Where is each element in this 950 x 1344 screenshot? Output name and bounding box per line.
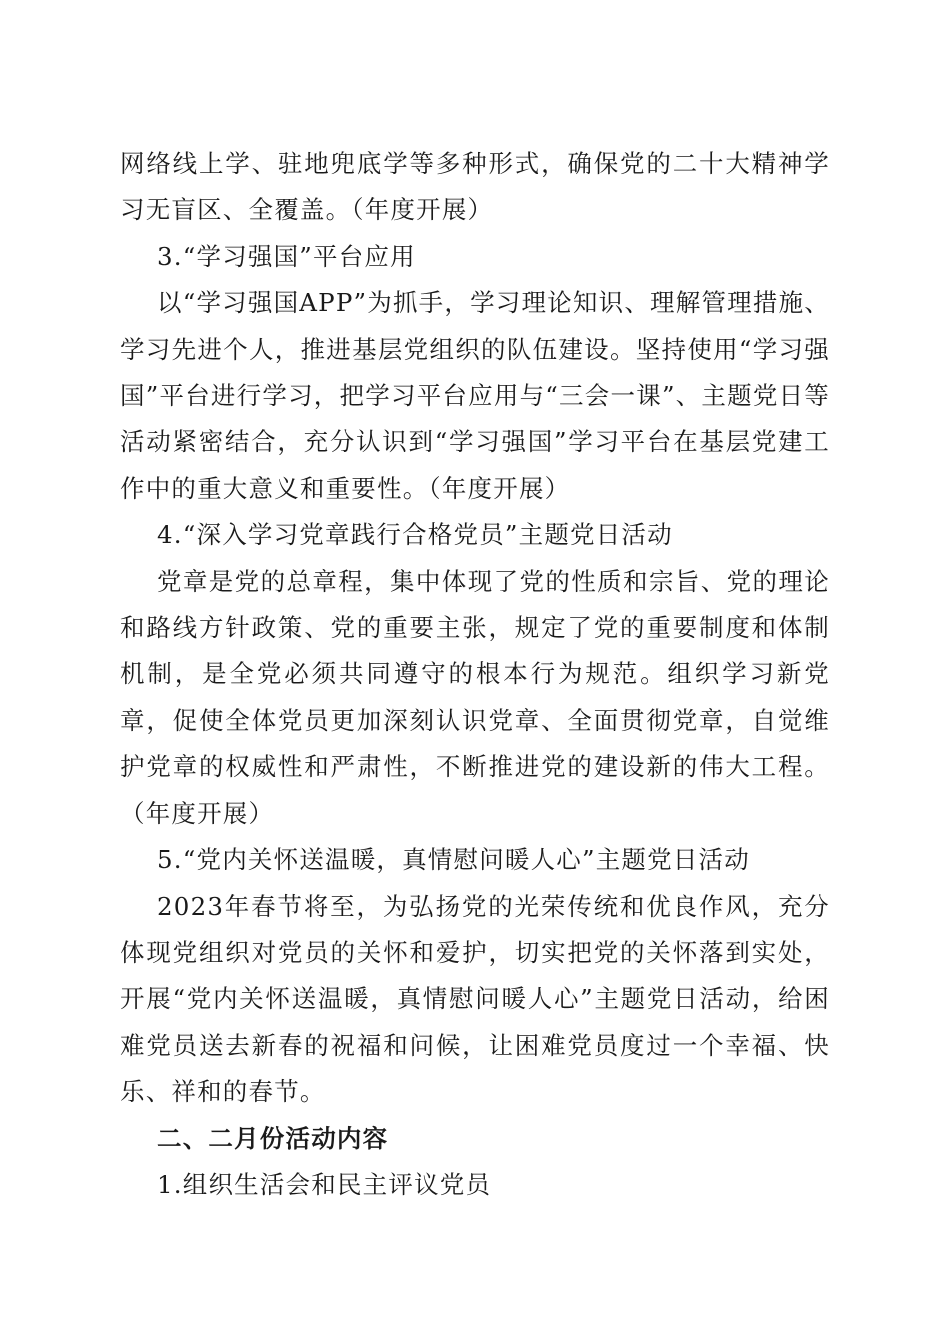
paragraph-4: 党章是党的总章程，集中体现了党的性质和宗旨、党的理论和路线方针政策、党的重要主张，规定了党的重要制度和体制机制，是全党必须共同遵守的根本行为规范。组织学习新党章，促使全体党员更加深刻认识党章、全面贯彻党章，自觉维护党章的权威性和严肃性，不断推进党的建设新的伟大工程。（年度开展）: [120, 566, 830, 828]
item-heading-3: 3.“学习强国”平台应用: [157, 241, 416, 271]
paragraph-3: 以“学习强国APP”为抓手，学习理论知识、理解管理措施、学习先进个人，推进基层党组织的队伍建设。坚持使用“学习强国”平台进行学习，把学习平台应用与“三会一课”、主题党日等活动紧密结合，充分认识到“学习强国”学习平台在基层党建工作中的重大意义和重要性。（年度开展）: [120, 288, 830, 503]
section-heading-2: 二、二月份活动内容: [157, 1123, 389, 1153]
item-heading-5: 5.“党内关怀送温暖，真情慰问暖人心”主题党日活动: [157, 845, 750, 875]
paragraph-continued: 网络线上学、驻地兜底学等多种形式，确保党的二十大精神学习无盲区、全覆盖。（年度开展）: [120, 149, 830, 225]
item-heading-4: 4.“深入学习党章践行合格党员”主题党日活动: [157, 520, 673, 550]
paragraph-5: 2023年春节将至，为弘扬党的光荣传统和优良作风，充分体现党组织对党员的关怀和爱护，切实把党的关怀落到实处，开展“党内关怀送温暖，真情慰问暖人心”主题党日活动，给困难党员送去新春的祝福和问候，让困难党员度过一个幸福、快乐、祥和的春节。: [120, 891, 830, 1107]
document-body: [120, 141, 830, 1208]
item-heading-2-1: 1.组织生活会和民主评议党员: [157, 1169, 492, 1199]
